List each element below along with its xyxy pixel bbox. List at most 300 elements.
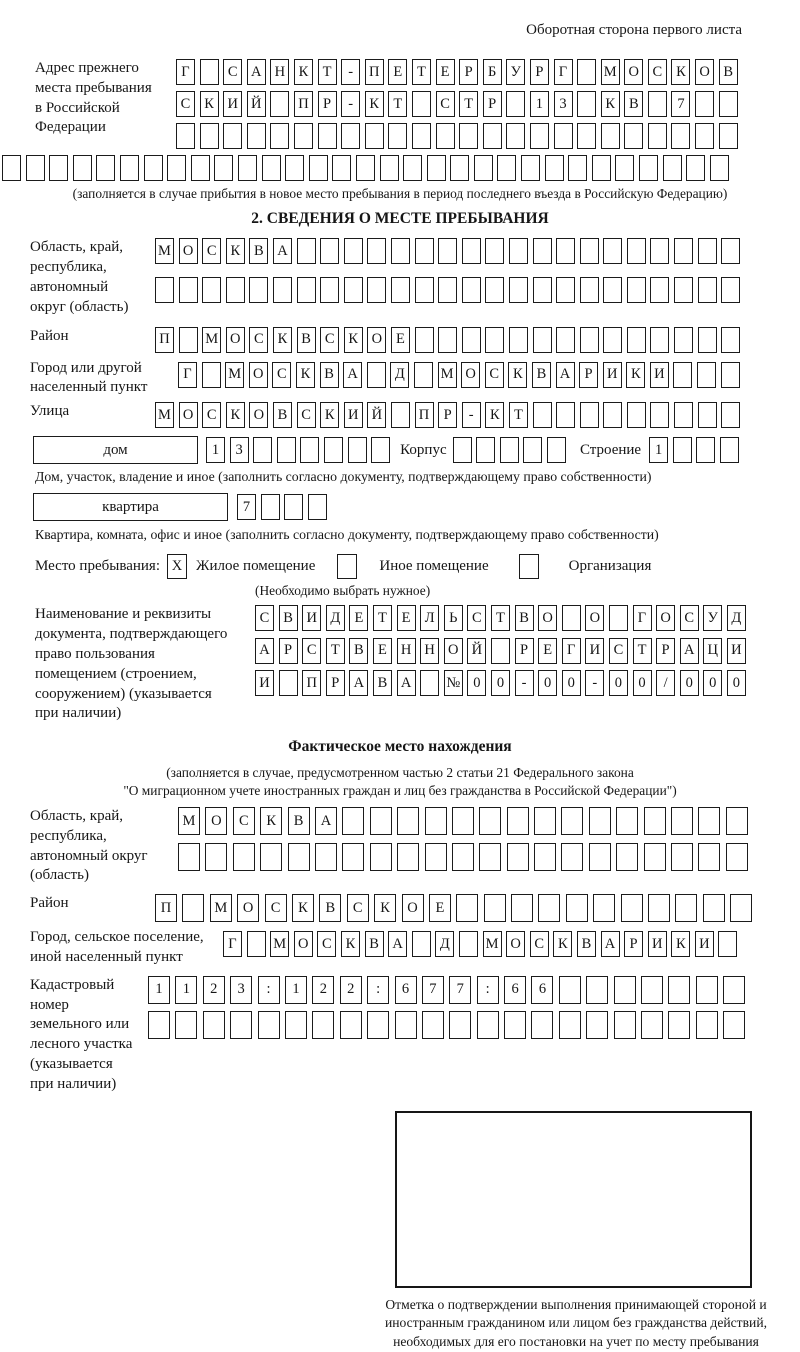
char-cell[interactable]: [200, 123, 219, 149]
char-cell[interactable]: Е: [391, 327, 410, 353]
char-cell[interactable]: О: [294, 931, 313, 957]
char-cell[interactable]: [414, 362, 433, 388]
char-cell[interactable]: И: [727, 638, 746, 664]
char-cell[interactable]: [648, 123, 667, 149]
char-cell[interactable]: [320, 277, 339, 303]
char-cell[interactable]: А: [247, 59, 266, 85]
char-cell[interactable]: [491, 638, 510, 664]
char-cell[interactable]: Т: [412, 59, 431, 85]
char-cell[interactable]: [340, 1011, 362, 1039]
char-cell[interactable]: В: [577, 931, 596, 957]
char-cell[interactable]: В: [319, 894, 341, 922]
char-cell[interactable]: [332, 155, 351, 181]
char-cell[interactable]: [614, 976, 636, 1004]
char-cell[interactable]: Е: [429, 894, 451, 922]
char-cell[interactable]: 1: [206, 437, 225, 463]
char-cell[interactable]: Ц: [703, 638, 722, 664]
char-cell[interactable]: [422, 1011, 444, 1039]
char-cell[interactable]: 6: [395, 976, 417, 1004]
char-cell[interactable]: [696, 1011, 718, 1039]
char-cell[interactable]: [258, 1011, 280, 1039]
char-cell[interactable]: [226, 277, 245, 303]
char-cell[interactable]: И: [302, 605, 321, 631]
char-cell[interactable]: :: [477, 976, 499, 1004]
char-cell[interactable]: [223, 123, 242, 149]
char-cell[interactable]: [462, 327, 481, 353]
char-cell[interactable]: С: [467, 605, 486, 631]
char-cell[interactable]: [511, 894, 533, 922]
char-cell[interactable]: [356, 155, 375, 181]
char-cell[interactable]: [650, 277, 669, 303]
char-cell[interactable]: [309, 155, 328, 181]
char-cell[interactable]: [721, 238, 740, 264]
char-cell[interactable]: [671, 123, 690, 149]
char-cell[interactable]: [533, 277, 552, 303]
char-cell[interactable]: [456, 894, 478, 922]
char-cell[interactable]: [182, 894, 204, 922]
char-cell[interactable]: [723, 976, 745, 1004]
char-cell[interactable]: [438, 277, 457, 303]
char-cell[interactable]: Т: [326, 638, 345, 664]
char-cell[interactable]: К: [320, 402, 339, 428]
char-cell[interactable]: [484, 894, 506, 922]
char-cell[interactable]: С: [302, 638, 321, 664]
char-cell[interactable]: Р: [459, 59, 478, 85]
char-cell[interactable]: [474, 155, 493, 181]
char-cell[interactable]: -: [341, 91, 360, 117]
char-cell[interactable]: М: [483, 931, 502, 957]
char-cell[interactable]: С: [265, 894, 287, 922]
char-cell[interactable]: [668, 976, 690, 1004]
char-cell[interactable]: [148, 1011, 170, 1039]
char-cell[interactable]: [320, 238, 339, 264]
char-cell[interactable]: [238, 155, 257, 181]
char-cell[interactable]: [648, 91, 667, 117]
char-cell[interactable]: [230, 1011, 252, 1039]
char-cell[interactable]: [698, 327, 717, 353]
char-cell[interactable]: [627, 277, 646, 303]
char-cell[interactable]: [388, 123, 407, 149]
char-cell[interactable]: [593, 894, 615, 922]
char-cell[interactable]: [559, 976, 581, 1004]
char-cell[interactable]: К: [226, 402, 245, 428]
char-cell[interactable]: 0: [538, 670, 557, 696]
char-cell[interactable]: О: [249, 362, 268, 388]
char-cell[interactable]: Н: [420, 638, 439, 664]
char-cell[interactable]: К: [374, 894, 396, 922]
char-cell[interactable]: [438, 238, 457, 264]
char-cell[interactable]: К: [671, 931, 690, 957]
char-cell[interactable]: [650, 402, 669, 428]
char-cell[interactable]: [341, 123, 360, 149]
char-cell[interactable]: [531, 1011, 553, 1039]
char-cell[interactable]: Т: [373, 605, 392, 631]
char-cell[interactable]: А: [273, 238, 292, 264]
char-cell[interactable]: Т: [388, 91, 407, 117]
char-cell[interactable]: [648, 894, 670, 922]
char-cell[interactable]: 0: [633, 670, 652, 696]
char-cell[interactable]: [273, 277, 292, 303]
char-cell[interactable]: О: [249, 402, 268, 428]
char-cell[interactable]: М: [155, 238, 174, 264]
char-cell[interactable]: [616, 807, 638, 835]
char-cell[interactable]: А: [601, 931, 620, 957]
char-cell[interactable]: [580, 327, 599, 353]
char-cell[interactable]: Т: [509, 402, 528, 428]
char-cell[interactable]: К: [508, 362, 527, 388]
char-cell[interactable]: [412, 123, 431, 149]
char-cell[interactable]: [674, 327, 693, 353]
char-cell[interactable]: [179, 327, 198, 353]
char-cell[interactable]: В: [249, 238, 268, 264]
char-cell[interactable]: 0: [727, 670, 746, 696]
char-cell[interactable]: В: [273, 402, 292, 428]
char-cell[interactable]: [545, 155, 564, 181]
char-cell[interactable]: [500, 437, 519, 463]
char-cell[interactable]: [261, 494, 280, 520]
char-cell[interactable]: С: [255, 605, 274, 631]
char-cell[interactable]: Г: [176, 59, 195, 85]
char-cell[interactable]: Г: [178, 362, 197, 388]
char-cell[interactable]: [285, 1011, 307, 1039]
char-cell[interactable]: О: [237, 894, 259, 922]
char-cell[interactable]: [367, 277, 386, 303]
char-cell[interactable]: С: [249, 327, 268, 353]
char-cell[interactable]: [698, 277, 717, 303]
char-cell[interactable]: С: [202, 402, 221, 428]
char-cell[interactable]: -: [585, 670, 604, 696]
char-cell[interactable]: [627, 402, 646, 428]
char-cell[interactable]: [698, 238, 717, 264]
char-cell[interactable]: 2: [203, 976, 225, 1004]
char-cell[interactable]: [453, 437, 472, 463]
char-cell[interactable]: [367, 238, 386, 264]
char-cell[interactable]: [436, 123, 455, 149]
char-cell[interactable]: :: [367, 976, 389, 1004]
char-cell[interactable]: О: [506, 931, 525, 957]
char-cell[interactable]: 2: [312, 976, 334, 1004]
char-cell[interactable]: С: [530, 931, 549, 957]
char-cell[interactable]: М: [210, 894, 232, 922]
char-cell[interactable]: [562, 605, 581, 631]
char-cell[interactable]: [483, 123, 502, 149]
char-cell[interactable]: [650, 238, 669, 264]
char-cell[interactable]: [533, 402, 552, 428]
char-cell[interactable]: [370, 843, 392, 871]
char-cell[interactable]: 2: [340, 976, 362, 1004]
char-cell[interactable]: [556, 402, 575, 428]
char-cell[interactable]: [233, 843, 255, 871]
char-cell[interactable]: П: [155, 894, 177, 922]
char-cell[interactable]: П: [302, 670, 321, 696]
char-cell[interactable]: [178, 843, 200, 871]
char-cell[interactable]: [308, 494, 327, 520]
char-cell[interactable]: М: [601, 59, 620, 85]
char-cell[interactable]: [397, 843, 419, 871]
char-cell[interactable]: И: [585, 638, 604, 664]
char-cell[interactable]: М: [438, 362, 457, 388]
char-cell[interactable]: Н: [397, 638, 416, 664]
char-cell[interactable]: Е: [436, 59, 455, 85]
char-cell[interactable]: [324, 437, 343, 463]
char-cell[interactable]: О: [656, 605, 675, 631]
char-cell[interactable]: [403, 155, 422, 181]
char-cell[interactable]: [342, 843, 364, 871]
char-cell[interactable]: [297, 238, 316, 264]
char-cell[interactable]: [2, 155, 21, 181]
char-cell[interactable]: [485, 238, 504, 264]
char-cell[interactable]: Е: [388, 59, 407, 85]
char-cell[interactable]: 0: [467, 670, 486, 696]
char-cell[interactable]: Е: [538, 638, 557, 664]
char-cell[interactable]: [580, 238, 599, 264]
char-cell[interactable]: В: [365, 931, 384, 957]
char-cell[interactable]: [191, 155, 210, 181]
char-cell[interactable]: С: [347, 894, 369, 922]
char-cell[interactable]: Б: [483, 59, 502, 85]
char-cell[interactable]: [506, 91, 525, 117]
char-cell[interactable]: [577, 59, 596, 85]
house-type-box[interactable]: дом: [33, 436, 198, 464]
char-cell[interactable]: [698, 843, 720, 871]
char-cell[interactable]: Й: [467, 638, 486, 664]
char-cell[interactable]: [719, 91, 738, 117]
char-cell[interactable]: К: [294, 59, 313, 85]
char-cell[interactable]: [200, 59, 219, 85]
char-cell[interactable]: [247, 931, 266, 957]
char-cell[interactable]: [556, 327, 575, 353]
char-cell[interactable]: К: [296, 362, 315, 388]
char-cell[interactable]: Г: [223, 931, 242, 957]
char-cell[interactable]: О: [695, 59, 714, 85]
char-cell[interactable]: [718, 931, 737, 957]
char-cell[interactable]: 0: [680, 670, 699, 696]
char-cell[interactable]: О: [444, 638, 463, 664]
char-cell[interactable]: [721, 362, 740, 388]
char-cell[interactable]: [371, 437, 390, 463]
char-cell[interactable]: А: [315, 807, 337, 835]
char-cell[interactable]: М: [225, 362, 244, 388]
char-cell[interactable]: П: [155, 327, 174, 353]
char-cell[interactable]: [533, 238, 552, 264]
char-cell[interactable]: [367, 1011, 389, 1039]
char-cell[interactable]: [203, 1011, 225, 1039]
char-cell[interactable]: [214, 155, 233, 181]
char-cell[interactable]: [477, 1011, 499, 1039]
char-cell[interactable]: 1: [285, 976, 307, 1004]
char-cell[interactable]: [603, 238, 622, 264]
char-cell[interactable]: -: [341, 59, 360, 85]
char-cell[interactable]: [284, 494, 303, 520]
char-cell[interactable]: О: [367, 327, 386, 353]
char-cell[interactable]: Г: [633, 605, 652, 631]
char-cell[interactable]: М: [270, 931, 289, 957]
char-cell[interactable]: [710, 155, 729, 181]
char-cell[interactable]: [395, 1011, 417, 1039]
char-cell[interactable]: 3: [554, 91, 573, 117]
char-cell[interactable]: [615, 155, 634, 181]
char-cell[interactable]: С: [680, 605, 699, 631]
char-cell[interactable]: С: [176, 91, 195, 117]
char-cell[interactable]: [279, 670, 298, 696]
char-cell[interactable]: И: [255, 670, 274, 696]
char-cell[interactable]: 3: [230, 437, 249, 463]
char-cell[interactable]: [589, 843, 611, 871]
char-cell[interactable]: [695, 91, 714, 117]
char-cell[interactable]: [476, 437, 495, 463]
char-cell[interactable]: Ь: [444, 605, 463, 631]
char-cell[interactable]: [459, 123, 478, 149]
char-cell[interactable]: 6: [531, 976, 553, 1004]
char-cell[interactable]: [589, 807, 611, 835]
char-cell[interactable]: [530, 123, 549, 149]
char-cell[interactable]: [538, 894, 560, 922]
char-cell[interactable]: [202, 362, 221, 388]
char-cell[interactable]: Т: [459, 91, 478, 117]
char-cell[interactable]: [644, 843, 666, 871]
char-cell[interactable]: [603, 402, 622, 428]
char-cell[interactable]: [534, 843, 556, 871]
char-cell[interactable]: [315, 843, 337, 871]
char-cell[interactable]: 1: [649, 437, 668, 463]
char-cell[interactable]: О: [205, 807, 227, 835]
char-cell[interactable]: О: [226, 327, 245, 353]
char-cell[interactable]: [580, 277, 599, 303]
char-cell[interactable]: [462, 277, 481, 303]
char-cell[interactable]: 0: [703, 670, 722, 696]
char-cell[interactable]: О: [624, 59, 643, 85]
char-cell[interactable]: [425, 843, 447, 871]
char-cell[interactable]: [294, 123, 313, 149]
char-cell[interactable]: [609, 605, 628, 631]
char-cell[interactable]: [438, 327, 457, 353]
char-cell[interactable]: [523, 437, 542, 463]
char-cell[interactable]: И: [344, 402, 363, 428]
char-cell[interactable]: [415, 277, 434, 303]
char-cell[interactable]: [167, 155, 186, 181]
char-cell[interactable]: [698, 402, 717, 428]
char-cell[interactable]: [721, 327, 740, 353]
char-cell[interactable]: [561, 807, 583, 835]
char-cell[interactable]: О: [179, 238, 198, 264]
char-cell[interactable]: А: [349, 670, 368, 696]
char-cell[interactable]: Р: [530, 59, 549, 85]
char-cell[interactable]: [586, 1011, 608, 1039]
char-cell[interactable]: [671, 807, 693, 835]
char-cell[interactable]: [641, 1011, 663, 1039]
char-cell[interactable]: 3: [230, 976, 252, 1004]
char-cell[interactable]: 1: [175, 976, 197, 1004]
char-cell[interactable]: [380, 155, 399, 181]
char-cell[interactable]: [509, 277, 528, 303]
char-cell[interactable]: [674, 402, 693, 428]
char-cell[interactable]: [521, 155, 540, 181]
char-cell[interactable]: С: [233, 807, 255, 835]
char-cell[interactable]: Е: [397, 605, 416, 631]
char-cell[interactable]: [547, 437, 566, 463]
char-cell[interactable]: [603, 327, 622, 353]
char-cell[interactable]: [696, 976, 718, 1004]
char-cell[interactable]: [504, 1011, 526, 1039]
char-cell[interactable]: С: [436, 91, 455, 117]
char-cell[interactable]: О: [179, 402, 198, 428]
char-cell[interactable]: [509, 238, 528, 264]
char-cell[interactable]: Й: [247, 91, 266, 117]
char-cell[interactable]: [285, 155, 304, 181]
char-cell[interactable]: К: [273, 327, 292, 353]
char-cell[interactable]: И: [603, 362, 622, 388]
char-cell[interactable]: Н: [270, 59, 289, 85]
char-cell[interactable]: [144, 155, 163, 181]
char-cell[interactable]: [703, 894, 725, 922]
char-cell[interactable]: [621, 894, 643, 922]
char-cell[interactable]: [270, 91, 289, 117]
char-cell[interactable]: [462, 238, 481, 264]
char-cell[interactable]: [561, 843, 583, 871]
char-cell[interactable]: [370, 807, 392, 835]
char-cell[interactable]: К: [601, 91, 620, 117]
char-cell[interactable]: [262, 155, 281, 181]
char-cell[interactable]: 0: [609, 670, 628, 696]
char-cell[interactable]: [425, 807, 447, 835]
char-cell[interactable]: [624, 123, 643, 149]
char-cell[interactable]: Р: [438, 402, 457, 428]
char-cell[interactable]: К: [341, 931, 360, 957]
char-cell[interactable]: В: [515, 605, 534, 631]
char-cell[interactable]: [479, 843, 501, 871]
char-cell[interactable]: [509, 327, 528, 353]
char-cell[interactable]: [391, 402, 410, 428]
char-cell[interactable]: [616, 843, 638, 871]
char-cell[interactable]: [675, 894, 697, 922]
char-cell[interactable]: У: [703, 605, 722, 631]
char-cell[interactable]: [580, 402, 599, 428]
char-cell[interactable]: А: [680, 638, 699, 664]
char-cell[interactable]: [556, 277, 575, 303]
char-cell[interactable]: [312, 1011, 334, 1039]
char-cell[interactable]: [344, 277, 363, 303]
char-cell[interactable]: [673, 362, 692, 388]
char-cell[interactable]: К: [485, 402, 504, 428]
char-cell[interactable]: [420, 670, 439, 696]
char-cell[interactable]: К: [200, 91, 219, 117]
char-cell[interactable]: [49, 155, 68, 181]
char-cell[interactable]: Д: [390, 362, 409, 388]
char-cell[interactable]: [348, 437, 367, 463]
char-cell[interactable]: [249, 277, 268, 303]
char-cell[interactable]: [175, 1011, 197, 1039]
char-cell[interactable]: -: [515, 670, 534, 696]
char-cell[interactable]: [479, 807, 501, 835]
char-cell[interactable]: [202, 277, 221, 303]
char-cell[interactable]: [726, 843, 748, 871]
char-cell[interactable]: В: [349, 638, 368, 664]
char-cell[interactable]: [671, 843, 693, 871]
char-cell[interactable]: [344, 238, 363, 264]
char-cell[interactable]: Р: [279, 638, 298, 664]
char-cell[interactable]: В: [297, 327, 316, 353]
char-cell[interactable]: [415, 327, 434, 353]
char-cell[interactable]: [641, 976, 663, 1004]
char-cell[interactable]: М: [178, 807, 200, 835]
char-cell[interactable]: К: [671, 59, 690, 85]
char-cell[interactable]: [452, 843, 474, 871]
char-cell[interactable]: А: [255, 638, 274, 664]
char-cell[interactable]: С: [485, 362, 504, 388]
char-cell[interactable]: [720, 437, 739, 463]
char-cell[interactable]: [179, 277, 198, 303]
char-cell[interactable]: [253, 437, 272, 463]
